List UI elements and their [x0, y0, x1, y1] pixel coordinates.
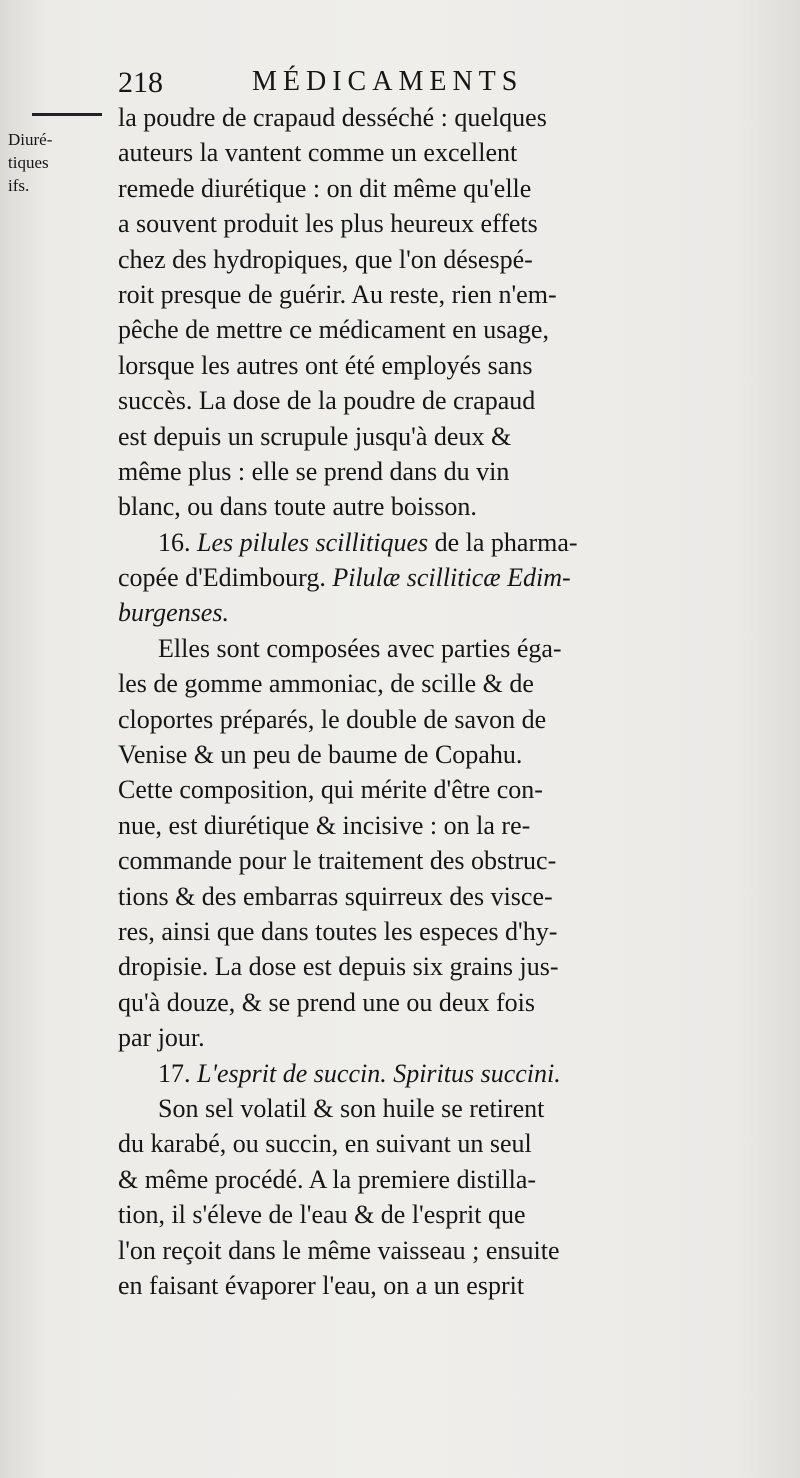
text-line: a souvent produit les plus heureux effets	[118, 209, 538, 239]
running-title: MÉDICAMENTS	[252, 66, 524, 97]
text-line: roit presque de guérir. Au reste, rien n'em-	[118, 279, 557, 309]
text-line: succès. La dose de la poudre de crapaud	[118, 386, 536, 416]
section-17-heading	[118, 1056, 758, 1091]
section-16-number: 16.	[158, 527, 191, 557]
margin-note	[8, 128, 108, 197]
margin-note-line: Diuré-	[8, 130, 53, 149]
text-line: en faisant évaporer l'eau, on a un esprit	[118, 1270, 525, 1300]
text-line: du karabé, ou succin, en suivant un seul	[118, 1129, 532, 1159]
section-16-latin-title-end: burgenses.	[118, 598, 229, 628]
section-16-title: Les pilules scillitiques	[197, 527, 429, 557]
text-line: remede diurétique : on dit même qu'elle	[118, 173, 532, 203]
body-text	[118, 100, 758, 1303]
margin-note-line: tiques	[8, 153, 49, 172]
text-line: cloportes préparés, le double de savon de	[118, 704, 547, 734]
text-line: auteurs la vantent comme un excellent	[118, 138, 518, 168]
margin-rule	[32, 113, 102, 116]
text-line: est depuis un scrupule jusqu'à deux &	[118, 421, 512, 451]
text-line: nue, est diurétique & incisive : on la re-	[118, 810, 531, 840]
text-line: Cette composition, qui mérite d'être con-	[118, 775, 543, 805]
text-line: Son sel volatil & son huile se retirent	[158, 1093, 545, 1123]
section-16-latin-title: Pilulæ scilliticæ Edim-	[332, 563, 571, 593]
section-16-heading	[118, 525, 758, 560]
text-line: dropisie. La dose est depuis six grains jus-	[118, 952, 559, 982]
margin-note-line: ifs.	[8, 176, 30, 195]
section-17-title: L'esprit de succin. Spiritus succini.	[197, 1058, 561, 1088]
section-16-heading-line2	[118, 560, 758, 595]
text-line: pêche de mettre ce médicament en usage,	[118, 315, 549, 345]
text-line: qu'à douze, & se prend une ou deux fois	[118, 987, 535, 1017]
section-16-source: copée d'Edimbourg.	[118, 563, 326, 593]
text-line: les de gomme ammoniac, de scille & de	[118, 669, 534, 699]
text-line: lorsque les autres ont été employés sans	[118, 350, 533, 380]
text-line: l'on reçoit dans le même vaisseau ; ensuite	[118, 1235, 560, 1265]
text-line: par jour.	[118, 1023, 205, 1053]
text-line: res, ainsi que dans toutes les especes d'hy-	[118, 916, 558, 946]
text-line: même plus : elle se prend dans du vin	[118, 456, 510, 486]
text-line: Venise & un peu de baume de Copahu.	[118, 740, 523, 770]
text-line: & même procédé. A la premiere distilla-	[118, 1164, 537, 1194]
text-line: tions & des embarras squirreux des visce-	[118, 881, 553, 911]
section-17-number: 17.	[158, 1058, 191, 1088]
text-line: commande pour le traitement des obstruc-	[118, 846, 557, 876]
text-line: blanc, ou dans toute autre boisson.	[118, 492, 477, 522]
text-line: la poudre de crapaud desséché : quelques	[118, 103, 547, 132]
text-line: chez des hydropiques, que l'on désespé-	[118, 244, 533, 274]
page-number: 218	[118, 66, 163, 99]
section-16-title-rest: de la pharma-	[434, 527, 578, 557]
text-line: tion, il s'éleve de l'eau & de l'esprit que	[118, 1200, 526, 1230]
text-line: Elles sont composées avec parties éga-	[158, 633, 562, 663]
